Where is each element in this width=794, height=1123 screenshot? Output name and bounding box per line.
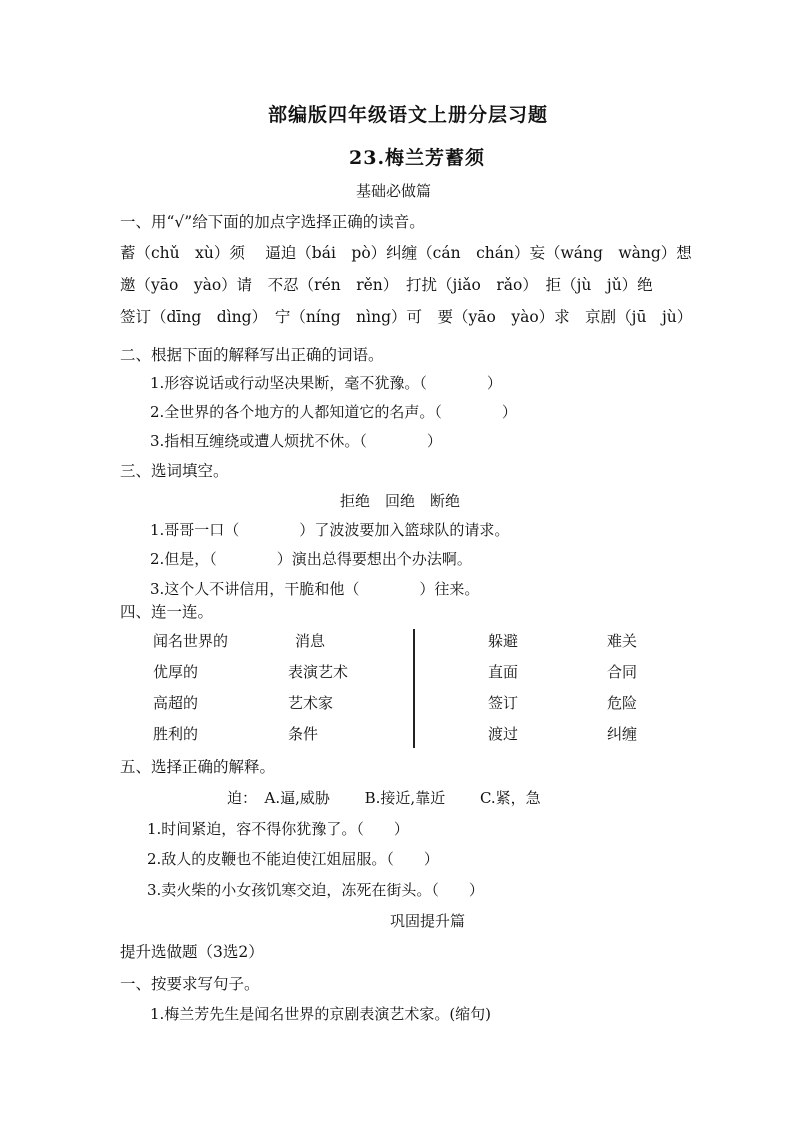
q4-right-b-3: 危险 — [607, 694, 638, 712]
q5-options: 迫： A.逼,威胁 B.接近,靠近 C.紧，急 — [227, 789, 541, 807]
q4-right-a-3: 签订 — [488, 694, 519, 712]
q4-left-a-3: 高超的 — [153, 694, 199, 712]
q5-item-2: 2.敌人的皮鞭也不能迫使江姐屈服。（ ） — [147, 850, 439, 868]
q4-left-a-2: 优厚的 — [153, 663, 199, 681]
q1-pinyin-line-2: 邀（yāo yào）请 不忍（rén rěn） 打扰（jiǎo rǎo） 拒（jù jǔ）绝 — [120, 276, 653, 294]
lesson-title: 23.梅兰芳蓄须 — [349, 147, 486, 169]
q4-heading: 四、连一连。 — [120, 603, 214, 621]
q4-left-a-1: 闻名世界的 — [153, 632, 229, 650]
q4-left-b-1: 消息 — [295, 632, 326, 650]
q4-right-b-1: 难关 — [607, 632, 638, 650]
q4-divider — [413, 629, 415, 748]
q3-item-2: 2.但是，（ ）演出总得要想出个办法啊。 — [150, 550, 472, 568]
q3-word-bank: 拒绝 回绝 断绝 — [340, 492, 461, 510]
q1-pinyin-line-1: 蓄（chǔ xù）须 逼迫（bái pò）纠缠（cán chán）妄（wáng wàng）想 — [120, 244, 692, 262]
q6-item-1: 1.梅兰芳先生是闻名世界的京剧表演艺术家。(缩句) — [150, 1005, 492, 1023]
q4-left-b-3: 艺术家 — [288, 694, 334, 712]
section-basic-heading: 基础必做篇 — [356, 182, 432, 200]
q1-pinyin-line-3: 签订（dīng dìng） 宁（níng nìng）可 要（yāo yào）求 京剧（jū jù） — [120, 308, 693, 326]
q4-left-b-2: 表演艺术 — [288, 663, 349, 681]
q3-item-3: 3.这个人不讲信用，干脆和他（ ）往来。 — [150, 580, 480, 598]
q5-item-1: 1.时间紧迫，容不得你犹豫了。（ ） — [147, 820, 409, 838]
q2-item-2: 2.全世界的各个地方的人都知道它的名声。（ ） — [150, 403, 517, 421]
q4-right-a-4: 渡过 — [488, 725, 519, 743]
q5-item-3: 3.卖火柴的小女孩饥寒交迫，冻死在街头。（ ） — [147, 881, 484, 899]
q4-left-a-4: 胜利的 — [153, 725, 199, 743]
q2-item-3: 3.指相互缠绕或遭人烦扰不休。（ ） — [150, 432, 442, 450]
q3-item-1: 1.哥哥一口（ ）了波波要加入篮球队的请求。 — [150, 521, 510, 539]
q4-left-b-4: 条件 — [288, 725, 319, 743]
section-advanced-heading: 巩固提升篇 — [390, 912, 466, 930]
q4-right-b-4: 纠缠 — [607, 725, 638, 743]
q6-heading: 一、按要求写句子。 — [120, 975, 260, 993]
q2-heading: 二、根据下面的解释写出正确的词语。 — [120, 346, 384, 364]
q5-heading: 五、选择正确的解释。 — [120, 758, 276, 776]
optional-note: 提升选做题（3选2） — [120, 943, 264, 961]
q4-right-a-1: 躲避 — [488, 632, 519, 650]
q4-right-a-2: 直面 — [488, 663, 519, 681]
q4-right-b-2: 合同 — [607, 663, 638, 681]
q1-heading: 一、用“√”给下面的加点字选择正确的读音。 — [120, 213, 425, 231]
document-title: 部编版四年级语文上册分层习题 — [268, 104, 549, 126]
q3-heading: 三、选词填空。 — [120, 462, 229, 480]
q2-item-1: 1.形容说话或行动坚决果断，毫不犹豫。（ ） — [150, 374, 502, 392]
